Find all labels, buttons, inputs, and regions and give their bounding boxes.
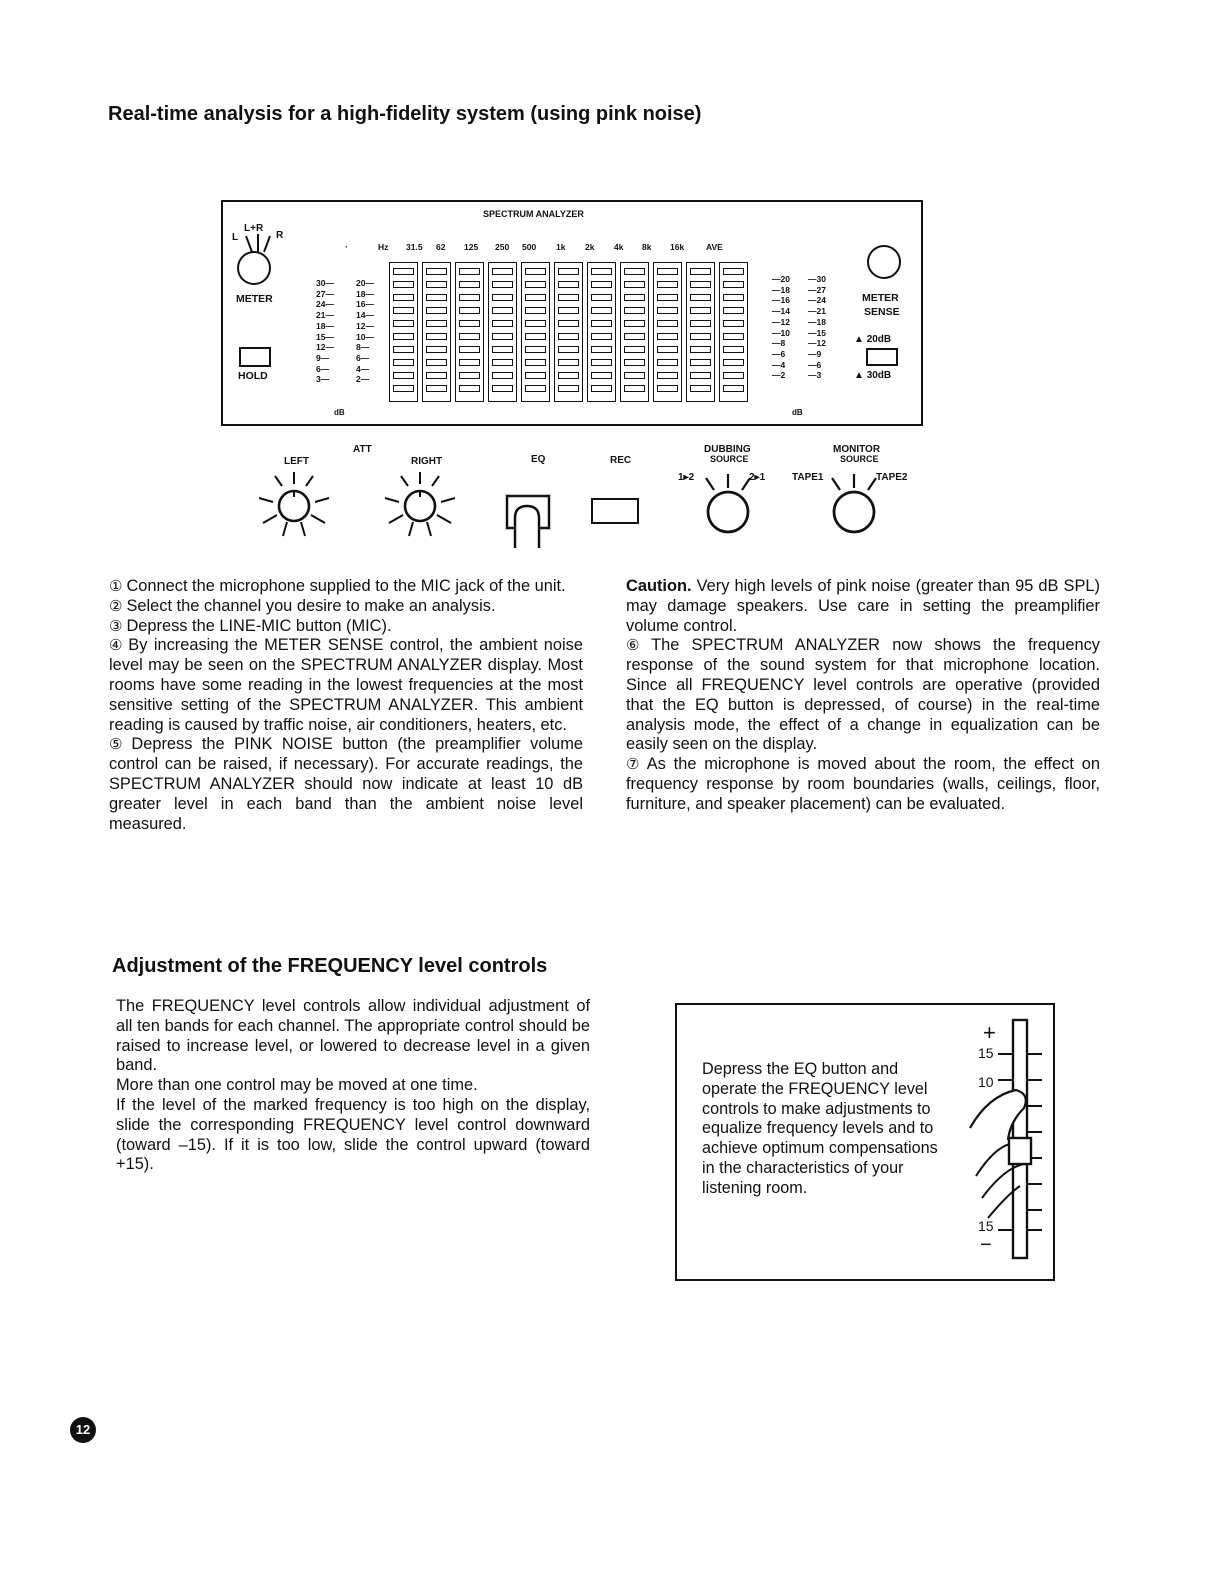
analyzer-segment [459, 385, 480, 392]
meter-sense-label-1: METER [862, 292, 899, 304]
analyzer-band-column [686, 262, 715, 402]
analyzer-segment [558, 294, 579, 301]
dubbing-knob[interactable] [700, 474, 756, 536]
analyzer-segment [459, 372, 480, 379]
db-right-label: dB [792, 408, 803, 417]
analyzer-segment [459, 281, 480, 288]
frequency-label: 31.5 [406, 242, 423, 252]
slider-15-bottom-label: 15 [978, 1218, 994, 1234]
scale-value: 20— [356, 278, 374, 288]
eq-button-pressed-icon[interactable] [505, 492, 553, 550]
slider-minus-label: − [980, 1234, 992, 1256]
monitor-knob[interactable] [826, 474, 882, 536]
analyzer-segment [690, 372, 711, 379]
meter-l-label: L [232, 232, 239, 243]
analyzer-segment [723, 268, 744, 275]
analyzer-band-column [620, 262, 649, 402]
scale-value: 14— [356, 310, 374, 321]
scale-value: —6 [772, 348, 786, 359]
scale-value: —6 [808, 359, 822, 370]
frequency-label: 125 [464, 242, 479, 252]
scale-value: —30 [808, 274, 826, 284]
analyzer-segment [591, 333, 612, 340]
analyzer-segment [426, 346, 447, 353]
db20-text: 20dB [866, 334, 892, 345]
analyzer-segment [492, 385, 513, 392]
analyzer-segment [525, 372, 546, 379]
analyzer-segment [393, 268, 414, 275]
analyzer-segment [426, 281, 447, 288]
instruction-step: ④ By increasing the METER SENSE control, the ambient noise level may be seen on the SPECTRUM ANALYZER display. Most rooms have some reading in the lowest frequencies at the most sensitive setting of the SPECTRUM ANALYZER. This ambient reading is caused by traffic noise, air conditioners, heaters, etc. [109, 636, 583, 734]
eq-label: EQ [531, 454, 546, 465]
scale-value: —21 [808, 306, 826, 317]
analyzer-segment [492, 294, 513, 301]
scale-value: —15 [808, 327, 826, 338]
scale-value: —4 [772, 359, 786, 370]
analyzer-segment [657, 372, 678, 379]
analyzer-segment [492, 372, 513, 379]
scale-value: 2— [356, 374, 370, 385]
analyzer-segment [426, 307, 447, 314]
analyzer-band-column [587, 262, 616, 402]
scale-value: 6— [356, 352, 370, 363]
scale-value: 16— [356, 299, 374, 310]
scale-value: —12 [772, 316, 790, 327]
hold-button[interactable] [239, 347, 271, 367]
analyzer-segment [624, 333, 645, 340]
adjust-paragraph: If the level of the marked frequency is too high on the display, slide the corresponding FREQUENCY level control downward (toward –15). If it is too low, slide the control upward (toward +15). [116, 1095, 590, 1174]
analyzer-segment [492, 281, 513, 288]
hz-label: · [345, 242, 348, 252]
analyzer-segment [723, 294, 744, 301]
meter-r-label: R [276, 230, 284, 241]
analyzer-segment [657, 346, 678, 353]
section-title-adjust: Adjustment of the FREQUENCY level controls [112, 955, 548, 977]
analyzer-segment [591, 320, 612, 327]
analyzer-segment [624, 268, 645, 275]
analyzer-segment [558, 268, 579, 275]
scale-left-outer [316, 278, 334, 385]
analyzer-segment [525, 294, 546, 301]
analyzer-segment [657, 307, 678, 314]
analyzer-segment [723, 385, 744, 392]
analyzer-segment [393, 385, 414, 392]
analyzer-segment [558, 385, 579, 392]
analyzer-segment [690, 320, 711, 327]
instruction-step: ⑦ As the microphone is moved about the room, the effect on frequency response by room boundaries (walls, ceilings, floor, furniture, and speaker placement) can be evaluated. [626, 755, 1100, 813]
analyzer-segment [723, 372, 744, 379]
monitor-sub-label: SOURCE [840, 454, 879, 464]
panel-title: SPECTRUM ANALYZER [483, 209, 584, 219]
analyzer-segment [426, 320, 447, 327]
analyzer-segment [393, 320, 414, 327]
analyzer-segment [393, 294, 414, 301]
analyzer-segment [591, 359, 612, 366]
page-number-badge: 12 [70, 1417, 96, 1443]
analyzer-segment [624, 372, 645, 379]
instruction-step: ③ Depress the LINE-MIC button (MIC). [109, 616, 392, 635]
analyzer-segment [690, 359, 711, 366]
scale-value: —12 [808, 338, 826, 349]
analyzer-segment [723, 281, 744, 288]
frequency-label: 16k [670, 242, 685, 252]
frequency-label: 8k [642, 242, 652, 252]
rec-label: REC [610, 455, 632, 466]
analyzer-segment [624, 359, 645, 366]
analyzer-segment [393, 307, 414, 314]
instructions-right [626, 577, 1100, 815]
scale-value: 18— [316, 320, 334, 331]
analyzer-band-column [455, 262, 484, 402]
caution-label: Caution. [626, 577, 692, 595]
analyzer-segment [459, 333, 480, 340]
analyzer-segment [624, 294, 645, 301]
instruction-step: ⑤ Depress the PINK NOISE button (the preamplifier volume control can be raised, if necessary). For accurate readings, the SPECTRUM ANALYZER should now indicate at least 10 dB greater level in each band than the ambient noise level measured. [109, 735, 584, 833]
analyzer-segment [657, 359, 678, 366]
frequency-label: 500 [522, 242, 537, 252]
scale-value: 4— [356, 363, 370, 374]
analyzer-segment [492, 359, 513, 366]
analyzer-segment [525, 320, 546, 327]
adjust-paragraph: The FREQUENCY level controls allow individual adjustment of all ten bands for each channel. The appropriate control should be raised to increase level, or lowered to decrease level in a given band. [116, 997, 590, 1075]
analyzer-band-column [389, 262, 418, 402]
dubbing-sub-label: SOURCE [710, 454, 749, 464]
scale-value: 18— [356, 288, 374, 299]
scale-value: —3 [808, 370, 822, 381]
scale-value: —18 [808, 316, 826, 327]
analyzer-segment [459, 359, 480, 366]
analyzer-segment [525, 359, 546, 366]
analyzer-segment [459, 320, 480, 327]
instruction-step: ⑥ The SPECTRUM ANALYZER now shows the frequency response of the sound system for that microphone location. Since all FREQUENCY level controls are operative (provided that the EQ button is depressed, of course) in the real-time analysis mode, the effect of a change in equalization can be easily seen on the display. [626, 636, 1100, 754]
meter-sense-knob[interactable] [867, 245, 901, 279]
meter-label: METER [236, 293, 273, 305]
left-att-knob[interactable] [255, 468, 335, 540]
frequency-label: 4k [614, 242, 624, 252]
frequency-slider-hand-illustration [958, 1018, 1050, 1263]
analyzer-segment [426, 268, 447, 275]
analyzer-segment [591, 385, 612, 392]
analyzer-segment [558, 320, 579, 327]
scale-value: 12— [356, 320, 374, 331]
db30-text: 30dB [866, 370, 892, 381]
scale-value: —10 [772, 327, 790, 338]
analyzer-segment [690, 281, 711, 288]
instruction-step: ② Select the channel you desire to make an analysis. [109, 596, 496, 615]
scale-value: 12— [316, 342, 334, 353]
scale-right-outer [808, 274, 826, 381]
analyzer-segment [426, 359, 447, 366]
analyzer-band-column [488, 262, 517, 402]
analyzer-segment [459, 294, 480, 301]
analyzer-segment [690, 268, 711, 275]
scale-value: 3— [316, 374, 330, 385]
analyzer-segment [723, 359, 744, 366]
analyzer-segment [591, 346, 612, 353]
meter-lr-label: L+R [244, 223, 264, 234]
db-range-button[interactable] [866, 348, 898, 366]
analyzer-segment [393, 346, 414, 353]
analyzer-segment [591, 307, 612, 314]
analyzer-segment [558, 372, 579, 379]
tape1-label: TAPE1 [792, 472, 824, 483]
left-att-label: LEFT [284, 456, 309, 467]
analyzer-segment [723, 346, 744, 353]
analyzer-segment [591, 268, 612, 275]
analyzer-segment [525, 385, 546, 392]
analyzer-segment [558, 281, 579, 288]
analyzer-segment [459, 346, 480, 353]
analyzer-segment [492, 307, 513, 314]
scale-value: —18 [772, 284, 790, 295]
analyzer-segment [393, 372, 414, 379]
analyzer-segment [426, 385, 447, 392]
analyzer-segment [657, 333, 678, 340]
analyzer-band-column [422, 262, 451, 402]
dubbing-label: DUBBING [704, 444, 751, 455]
scale-value: —14 [772, 306, 790, 317]
analyzer-segment [690, 307, 711, 314]
rec-button[interactable] [591, 498, 639, 524]
meter-knob[interactable] [237, 251, 271, 285]
analyzer-segment [393, 281, 414, 288]
analyzer-segment [558, 307, 579, 314]
right-att-label: RIGHT [411, 456, 443, 467]
analyzer-segment [426, 294, 447, 301]
analyzer-segment [492, 268, 513, 275]
analyzer-segment [525, 268, 546, 275]
scale-value: 24— [316, 299, 334, 310]
scale-left-inner [356, 278, 374, 385]
frequency-label: AVE [706, 242, 723, 252]
analyzer-segment [657, 268, 678, 275]
analyzer-segment [459, 268, 480, 275]
analyzer-segment [492, 333, 513, 340]
caution-paragraph [626, 577, 1100, 636]
analyzer-segment [723, 307, 744, 314]
analyzer-segment [690, 385, 711, 392]
frequency-label: 2k [585, 242, 595, 252]
att-label: ATT [353, 444, 372, 455]
adjust-text [116, 997, 590, 1175]
scale-value: 9— [316, 352, 330, 363]
analyzer-segment [657, 281, 678, 288]
scale-value: 30— [316, 278, 334, 288]
analyzer-band-column [554, 262, 583, 402]
scale-value: 6— [316, 363, 330, 374]
frequency-label: 1k [556, 242, 566, 252]
slider-15-top-label: 15 [978, 1045, 994, 1061]
monitor-label: MONITOR [833, 444, 881, 455]
analyzer-segment [558, 346, 579, 353]
analyzer-band-column [521, 262, 550, 402]
dub-21-label: 2▸1 [749, 472, 766, 483]
analyzer-segment [426, 333, 447, 340]
scale-value: —27 [808, 284, 826, 295]
analyzer-segment [525, 307, 546, 314]
analyzer-segment [426, 372, 447, 379]
scale-value: —8 [772, 338, 786, 349]
analyzer-segment [558, 359, 579, 366]
db30-label: ▲ 30dB [854, 370, 892, 381]
analyzer-segment [690, 294, 711, 301]
scale-value: —20 [772, 274, 790, 284]
hold-label: HOLD [238, 370, 268, 382]
section-title-realtime: Real-time analysis for a high-fidelity system (using pink noise) [108, 103, 702, 125]
caution-text: Very high levels of pink noise (greater than 95 dB SPL) may damage speakers. Use care in setting the preamplifier volume control. [626, 577, 1100, 635]
adjust-paragraph: More than one control may be moved at one time. [116, 1076, 478, 1095]
analyzer-segment [657, 385, 678, 392]
eq-hint-text: Depress the EQ button and operate the FREQUENCY level controls to make adjustments to equalize frequency levels and to achieve optimum compensations in the characteristics of your listening room. [702, 1060, 938, 1197]
analyzer-segment [624, 346, 645, 353]
db-left-label: dB [334, 408, 345, 417]
analyzer-segment [657, 320, 678, 327]
analyzer-segment [591, 372, 612, 379]
analyzer-segment [393, 333, 414, 340]
db20-label: ▲ 20dB [854, 334, 892, 345]
scale-right-inner [772, 274, 790, 381]
frequency-label: 250 [495, 242, 510, 252]
analyzer-segment [525, 281, 546, 288]
meter-sense-label-2: SENSE [864, 306, 900, 318]
scale-value: 15— [316, 331, 334, 342]
scale-value: 21— [316, 310, 334, 321]
analyzer-segment [591, 281, 612, 288]
instruction-step: ① Connect the microphone supplied to the MIC jack of the unit. [109, 577, 566, 595]
analyzer-segment [624, 307, 645, 314]
analyzer-segment [525, 333, 546, 340]
scale-value: —16 [772, 295, 790, 306]
analyzer-segment [690, 346, 711, 353]
scale-value: 27— [316, 288, 334, 299]
slider-plus-label: + [983, 1020, 996, 1045]
scale-value: 10— [356, 331, 374, 342]
dub-12-label: 1▸2 [678, 472, 695, 483]
scale-value: —9 [808, 348, 822, 359]
analyzer-segment [624, 385, 645, 392]
tape2-label: TAPE2 [876, 472, 908, 483]
right-att-knob[interactable] [381, 468, 461, 540]
slider-10-label: 10 [978, 1074, 994, 1090]
analyzer-segment [525, 346, 546, 353]
analyzer-band-column [719, 262, 748, 402]
scale-value: —24 [808, 295, 826, 306]
analyzer-segment [492, 320, 513, 327]
analyzer-segment [624, 281, 645, 288]
analyzer-segment [690, 333, 711, 340]
analyzer-segment [459, 307, 480, 314]
frequency-label: 62 [436, 242, 446, 252]
analyzer-segment [393, 359, 414, 366]
analyzer-segment [558, 333, 579, 340]
analyzer-segment [624, 320, 645, 327]
analyzer-segment [492, 346, 513, 353]
analyzer-segment [723, 320, 744, 327]
analyzer-segment [657, 294, 678, 301]
scale-value: —2 [772, 370, 786, 381]
instructions-left [109, 577, 583, 834]
hz-label: Hz [378, 242, 389, 252]
scale-value: 8— [356, 342, 370, 353]
analyzer-segment [591, 294, 612, 301]
analyzer-band-column [653, 262, 682, 402]
analyzer-segment [723, 333, 744, 340]
